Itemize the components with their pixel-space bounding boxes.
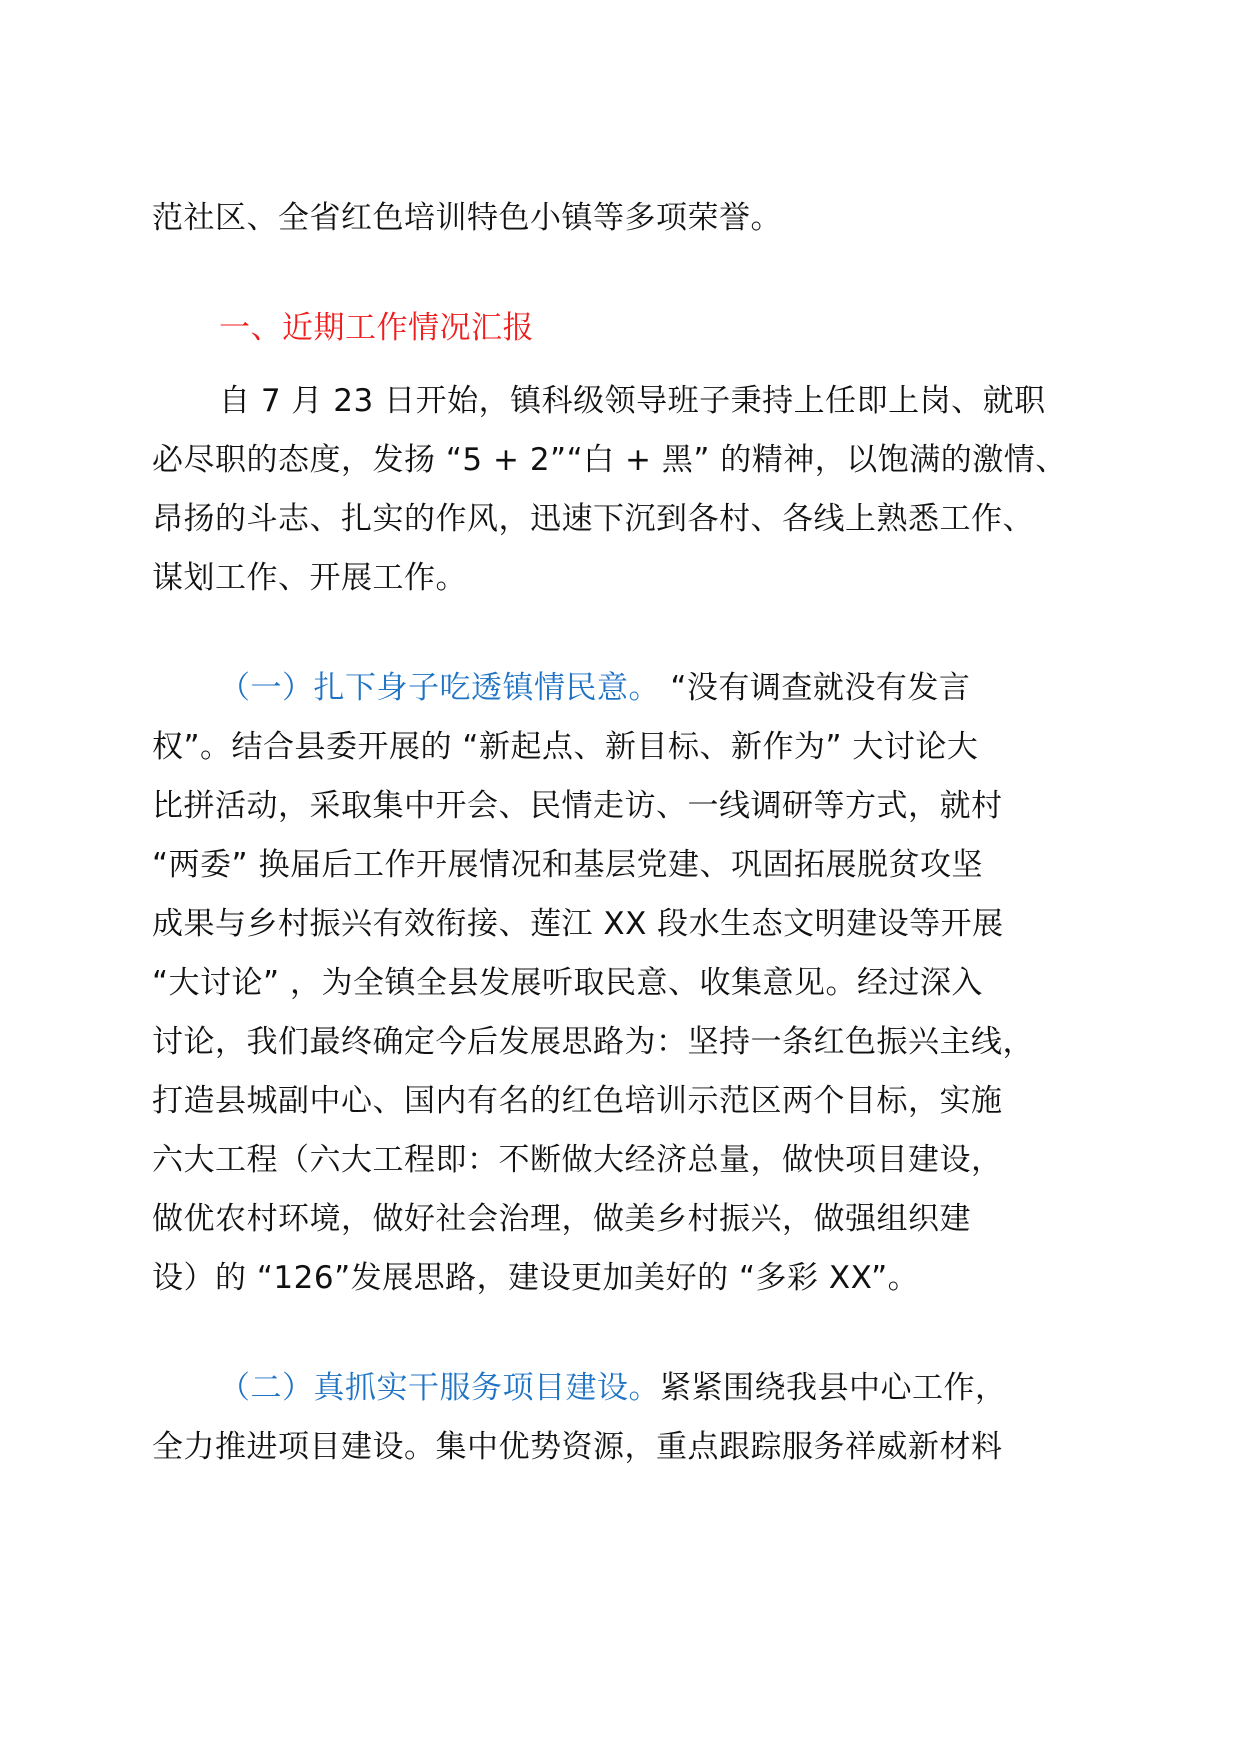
body-line: “两委” 换届后工作开展情况和基层党建、巩固拓展脱贫攻坚 bbox=[152, 847, 983, 883]
subsection-heading: （二）真抓实干服务项目建设。 bbox=[219, 1370, 660, 1406]
body-line: 昂扬的斗志、扎实的作风，迅速下沉到各村、各线上熟悉工作、 bbox=[152, 501, 1034, 537]
body-line: 打造县城副中心、国内有名的红色培训示范区两个目标，实施 bbox=[152, 1083, 1003, 1119]
body-line: 范社区、全省红色培训特色小镇等多项荣誉。 bbox=[152, 200, 782, 236]
body-line: 谋划工作、开展工作。 bbox=[152, 560, 467, 596]
body-line: “大讨论” ，为全镇全县发展听取民意、收集意见。经过深入 bbox=[152, 965, 983, 1001]
body-line: 权”。结合县委开展的 “新起点、新目标、新作为” 大讨论大 bbox=[152, 729, 979, 765]
body-text: “没有调查就没有发言 bbox=[660, 670, 971, 706]
body-line: 六大工程（六大工程即：不断做大经济总量，做快项目建设， bbox=[152, 1142, 1003, 1178]
body-line: 讨论，我们最终确定今后发展思路为：坚持一条红色振兴主线， bbox=[152, 1024, 1034, 1060]
paragraph-first-line bbox=[219, 668, 1179, 708]
body-text: 紧紧围绕我县中心工作， bbox=[660, 1370, 1007, 1406]
body-line: 成果与乡村振兴有效衔接、莲江 XX 段水生态文明建设等开展 bbox=[152, 906, 1004, 942]
body-line: 做优农村环境，做好社会治理，做美乡村振兴，做强组织建 bbox=[152, 1201, 971, 1237]
body-line: 自 7 月 23 日开始，镇科级领导班子秉持上任即上岗、就职 bbox=[219, 383, 1046, 419]
body-line: 必尽职的态度，发扬 “5 + 2”“白 + 黑” 的精神，以饱满的激情、 bbox=[152, 442, 1067, 478]
body-line: 全力推进项目建设。集中优势资源，重点跟踪服务祥威新材料 bbox=[152, 1429, 1003, 1465]
body-line: 比拼活动，采取集中开会、民情走访、一线调研等方式，就村 bbox=[152, 788, 1003, 824]
section-heading: 一、近期工作情况汇报 bbox=[219, 310, 534, 346]
body-line: 设）的 “126”发展思路，建设更加美好的 “多彩 XX”。 bbox=[152, 1260, 920, 1296]
paragraph-first-line bbox=[219, 1368, 1179, 1408]
subsection-heading: （一）扎下身子吃透镇情民意。 bbox=[219, 670, 660, 706]
